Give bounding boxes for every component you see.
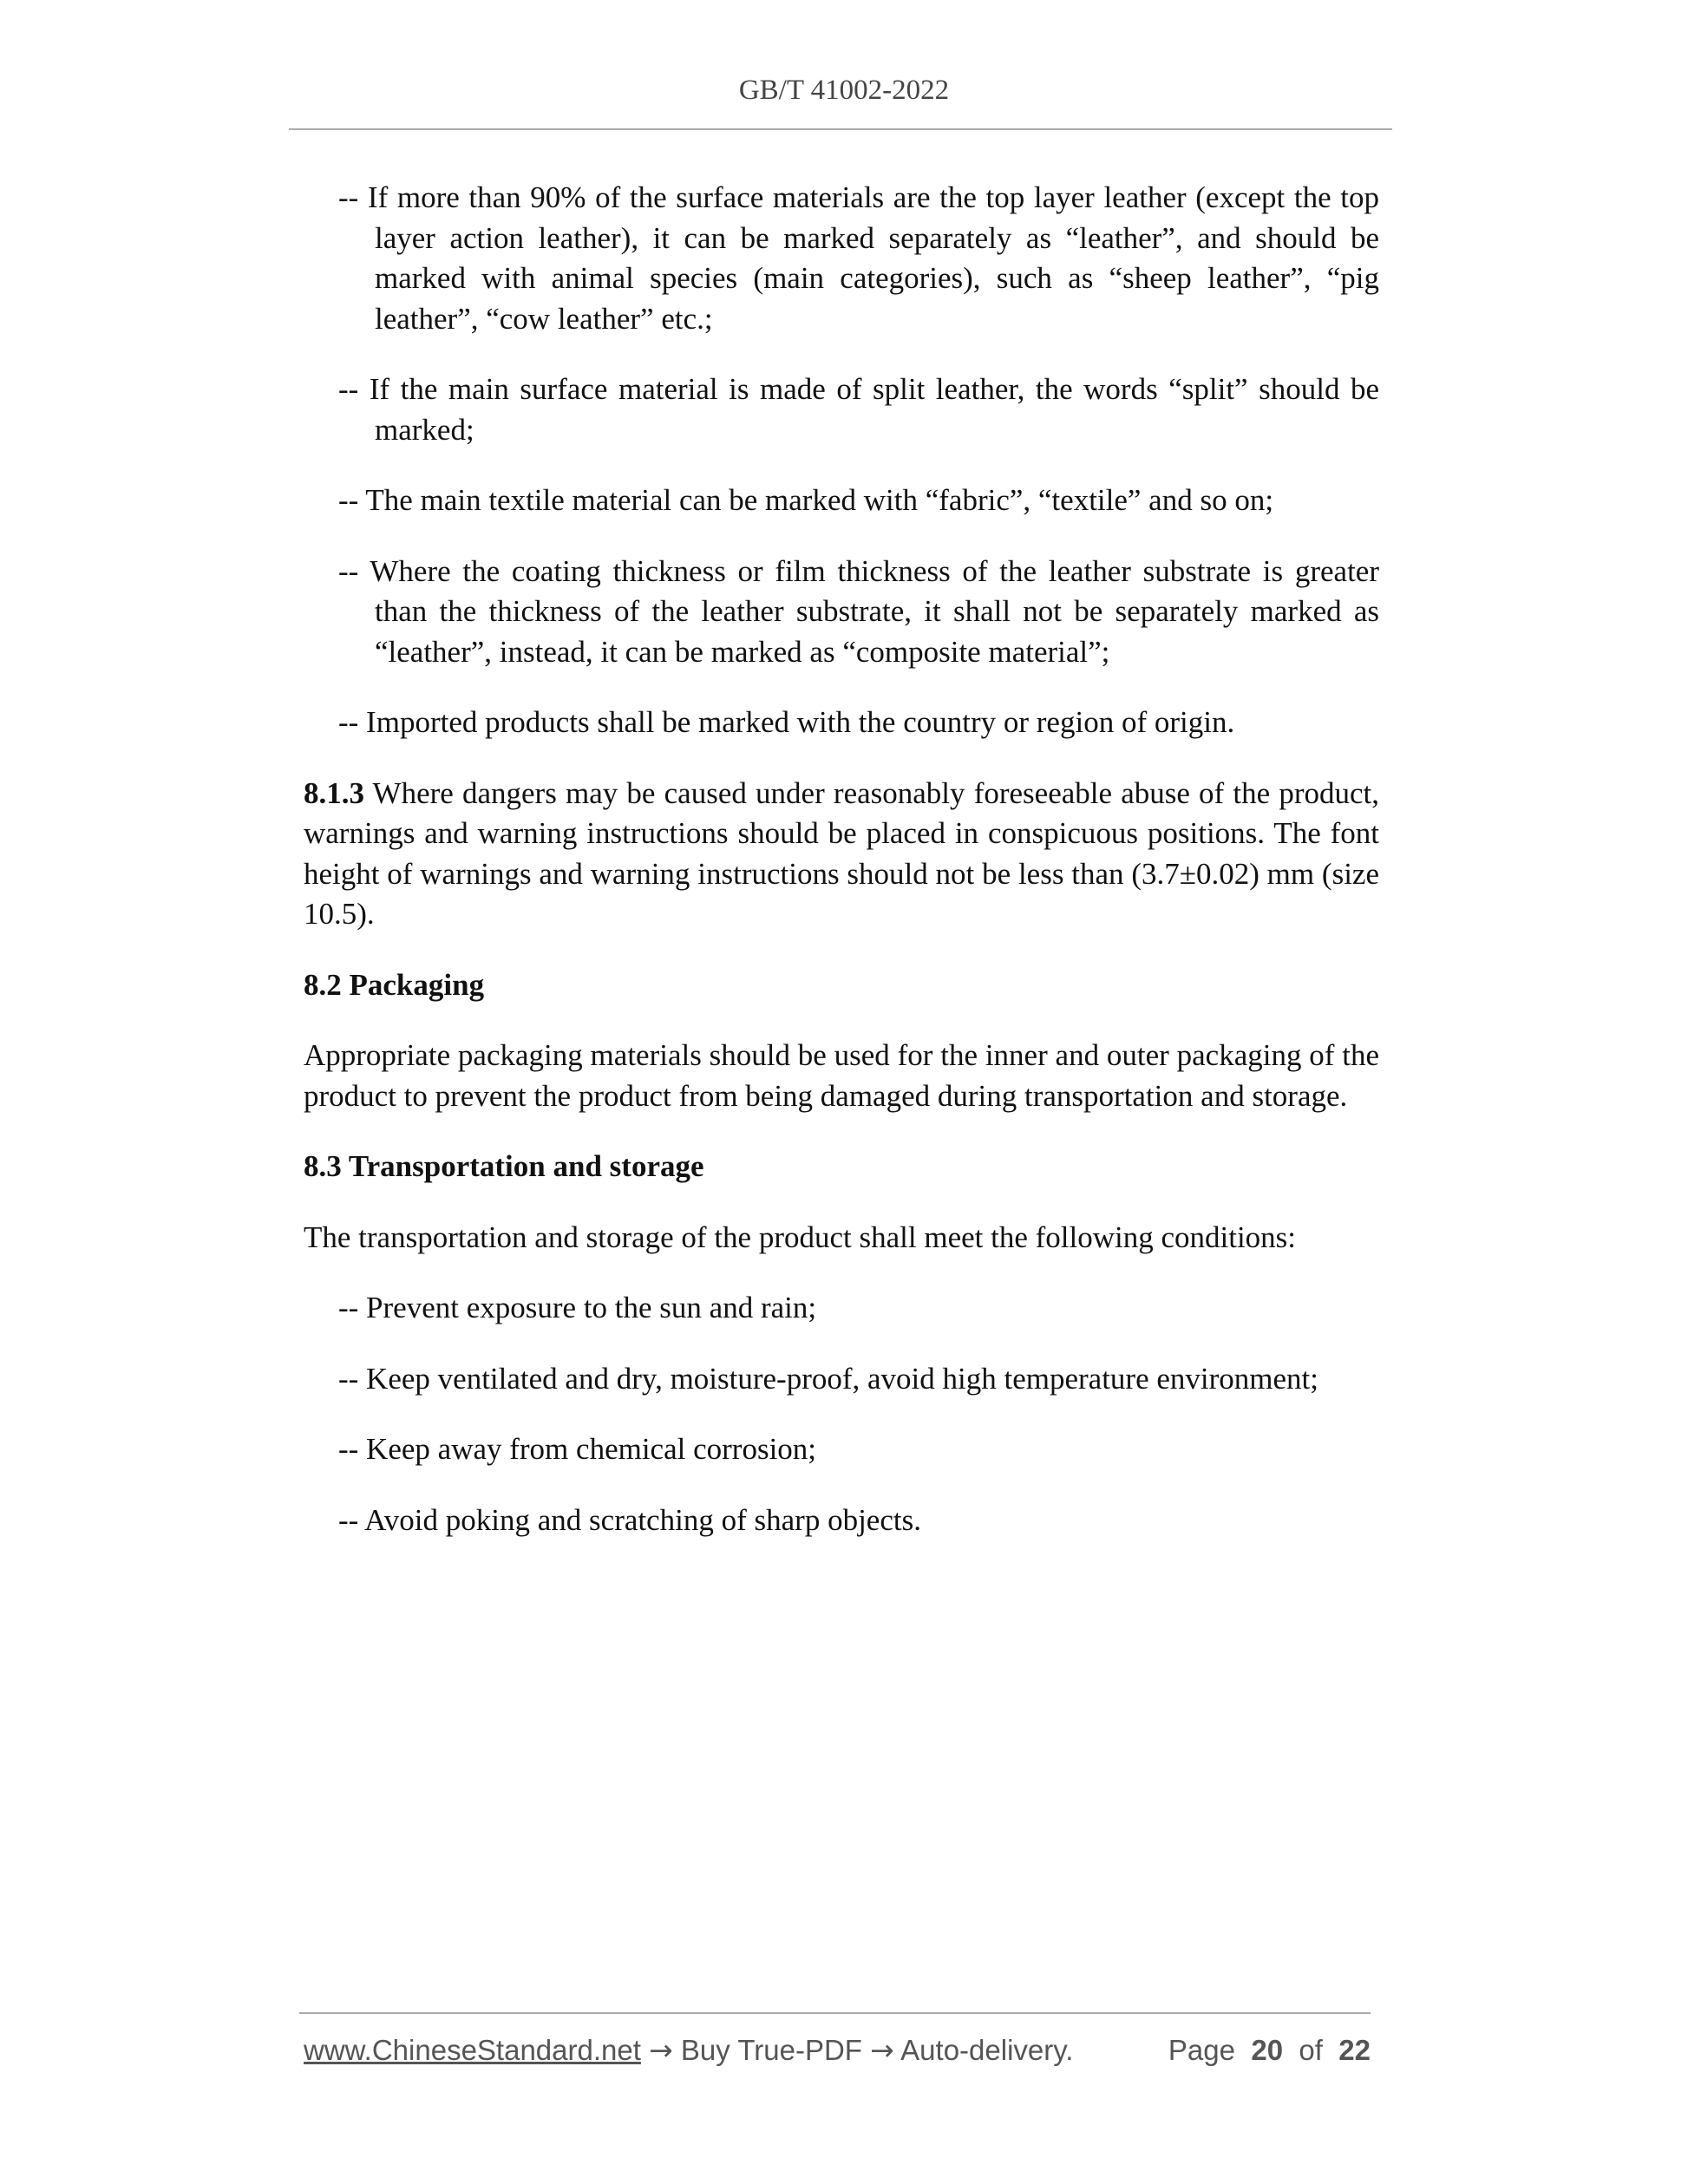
- footer-promo: [304, 2033, 1073, 2067]
- page-footer: [304, 2033, 1371, 2067]
- clause-text: Where dangers may be caused under reasonably foreseeable abuse of the product, warnings and warning instructions should be placed in conspicuous positions. The font height of warnings and warning instructions should not be less than (3.7±0.02) mm (size 10.5).: [304, 775, 1379, 931]
- page-indicator: [1168, 2034, 1371, 2067]
- page-content: [304, 178, 1379, 1571]
- page-label: Page: [1168, 2034, 1235, 2066]
- page-total: 22: [1338, 2034, 1371, 2066]
- list-item: -- If more than 90% of the surface materials are the top layer leather (except the top layer action leather), it can be marked separately as “leather”, and should be marked with animal species (main categories), such as “sheep leather”, “pig leather”, “cow leather” etc.;: [338, 180, 1379, 336]
- list-item: -- Keep away from chemical corrosion;: [338, 1432, 817, 1466]
- list-item: -- If the main surface material is made of split leather, the words “split” should be marked;: [338, 372, 1379, 447]
- of-label: of: [1299, 2034, 1323, 2066]
- packaging-paragraph: Appropriate packaging materials should be used for the inner and outer packaging of the product to prevent the product from being damaged during transportation and storage.: [304, 1038, 1379, 1113]
- clause-8-1-3: [304, 774, 1379, 935]
- list-item: -- Avoid poking and scratching of sharp objects.: [338, 1502, 921, 1537]
- section-heading-transport: 8.3 Transportation and storage: [304, 1149, 704, 1183]
- list-item: -- Prevent exposure to the sun and rain;: [338, 1291, 817, 1324]
- document-code-header: GB/T 41002-2022: [738, 75, 950, 106]
- website-link[interactable]: www.ChineseStandard.net: [304, 2034, 641, 2066]
- list-item: -- Where the coating thickness or film thickness of the leather substrate is greater than the thickness of the leather substrate, it shall not be separately marked as “leather”, instead, it can be marked as “composite material”;: [338, 553, 1379, 669]
- arrow-right-icon: →: [870, 2033, 894, 2067]
- delivery-text: Auto-delivery.: [900, 2034, 1074, 2066]
- list-item: -- The main textile material can be marked with “fabric”, “textile” and so on;: [338, 483, 1274, 517]
- list-item: -- Keep ventilated and dry, moisture-proof, avoid high temperature environment;: [338, 1361, 1318, 1396]
- list-item: -- Imported products shall be marked with the country or region of origin.: [338, 705, 1235, 739]
- section-heading-packaging: 8.2 Packaging: [304, 967, 485, 1002]
- clause-number: 8.1.3: [304, 775, 364, 810]
- arrow-right-icon: →: [649, 2033, 673, 2067]
- page-current: 20: [1251, 2034, 1284, 2066]
- buy-text: Buy True-PDF: [680, 2034, 862, 2066]
- header-divider: [289, 128, 1392, 130]
- transport-intro: The transportation and storage of the product shall meet the following conditions:: [304, 1220, 1297, 1254]
- footer-divider: [299, 2012, 1371, 2014]
